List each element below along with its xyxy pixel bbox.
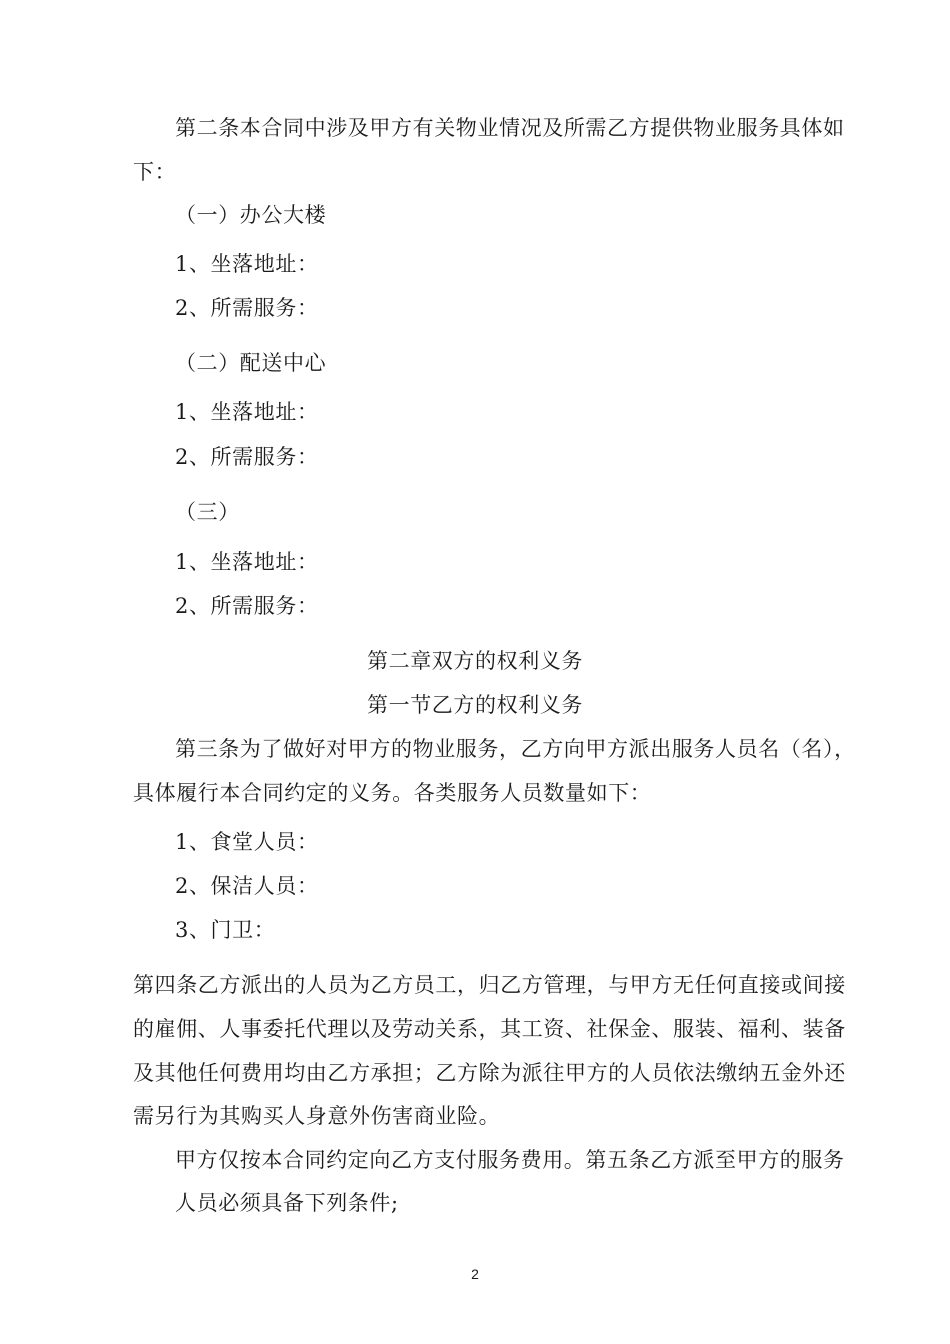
list-item: 1、坐落地址： bbox=[175, 252, 319, 276]
article4-line3: 及其他任何费用均由乙方承担；乙方除为派往甲方的人员依法缴纳五金外还 bbox=[133, 1061, 846, 1085]
article4-line2: 的雇佣、人事委托代理以及劳动关系，其工资、社保金、服装、福利、装备 bbox=[133, 1017, 846, 1041]
list-item: 1、食堂人员： bbox=[175, 830, 319, 854]
section-heading: （二）配送中心 bbox=[175, 351, 327, 375]
section-title: 第一节乙方的权利义务 bbox=[367, 693, 583, 717]
article4-line4: 需另行为其购买人身意外伤害商业险。 bbox=[133, 1104, 501, 1128]
list-item: 1、坐落地址： bbox=[175, 550, 319, 574]
article3-line2: 具体履行本合同约定的义务。各类服务人员数量如下： bbox=[133, 781, 652, 805]
list-item: 2、所需服务： bbox=[175, 445, 319, 469]
article2-line1: 第二条本合同中涉及甲方有关物业情况及所需乙方提供物业服务具体如 bbox=[175, 116, 845, 140]
article4-line1: 第四条乙方派出的人员为乙方员工，归乙方管理，与甲方无任何直接或间接 bbox=[133, 973, 846, 997]
list-item: 1、坐落地址： bbox=[175, 400, 319, 424]
page-number: 2 bbox=[471, 1266, 479, 1282]
list-item: 3、门卫： bbox=[175, 918, 276, 942]
list-item: 2、保洁人员： bbox=[175, 874, 319, 898]
chapter-title: 第二章双方的权利义务 bbox=[367, 649, 583, 673]
article2-line2: 下： bbox=[133, 160, 177, 184]
article3-line1: 第三条为了做好对甲方的物业服务，乙方向甲方派出服务人员名（名）， bbox=[175, 737, 856, 761]
article5-line1: 甲方仅按本合同约定向乙方支付服务费用。第五条乙方派至甲方的服务 bbox=[175, 1148, 845, 1172]
article5-line2: 人员必须具备下列条件; bbox=[175, 1191, 399, 1215]
section-heading: （一）办公大楼 bbox=[175, 203, 327, 227]
section-heading: （三） bbox=[175, 500, 240, 524]
list-item: 2、所需服务： bbox=[175, 296, 319, 320]
list-item: 2、所需服务： bbox=[175, 594, 319, 618]
